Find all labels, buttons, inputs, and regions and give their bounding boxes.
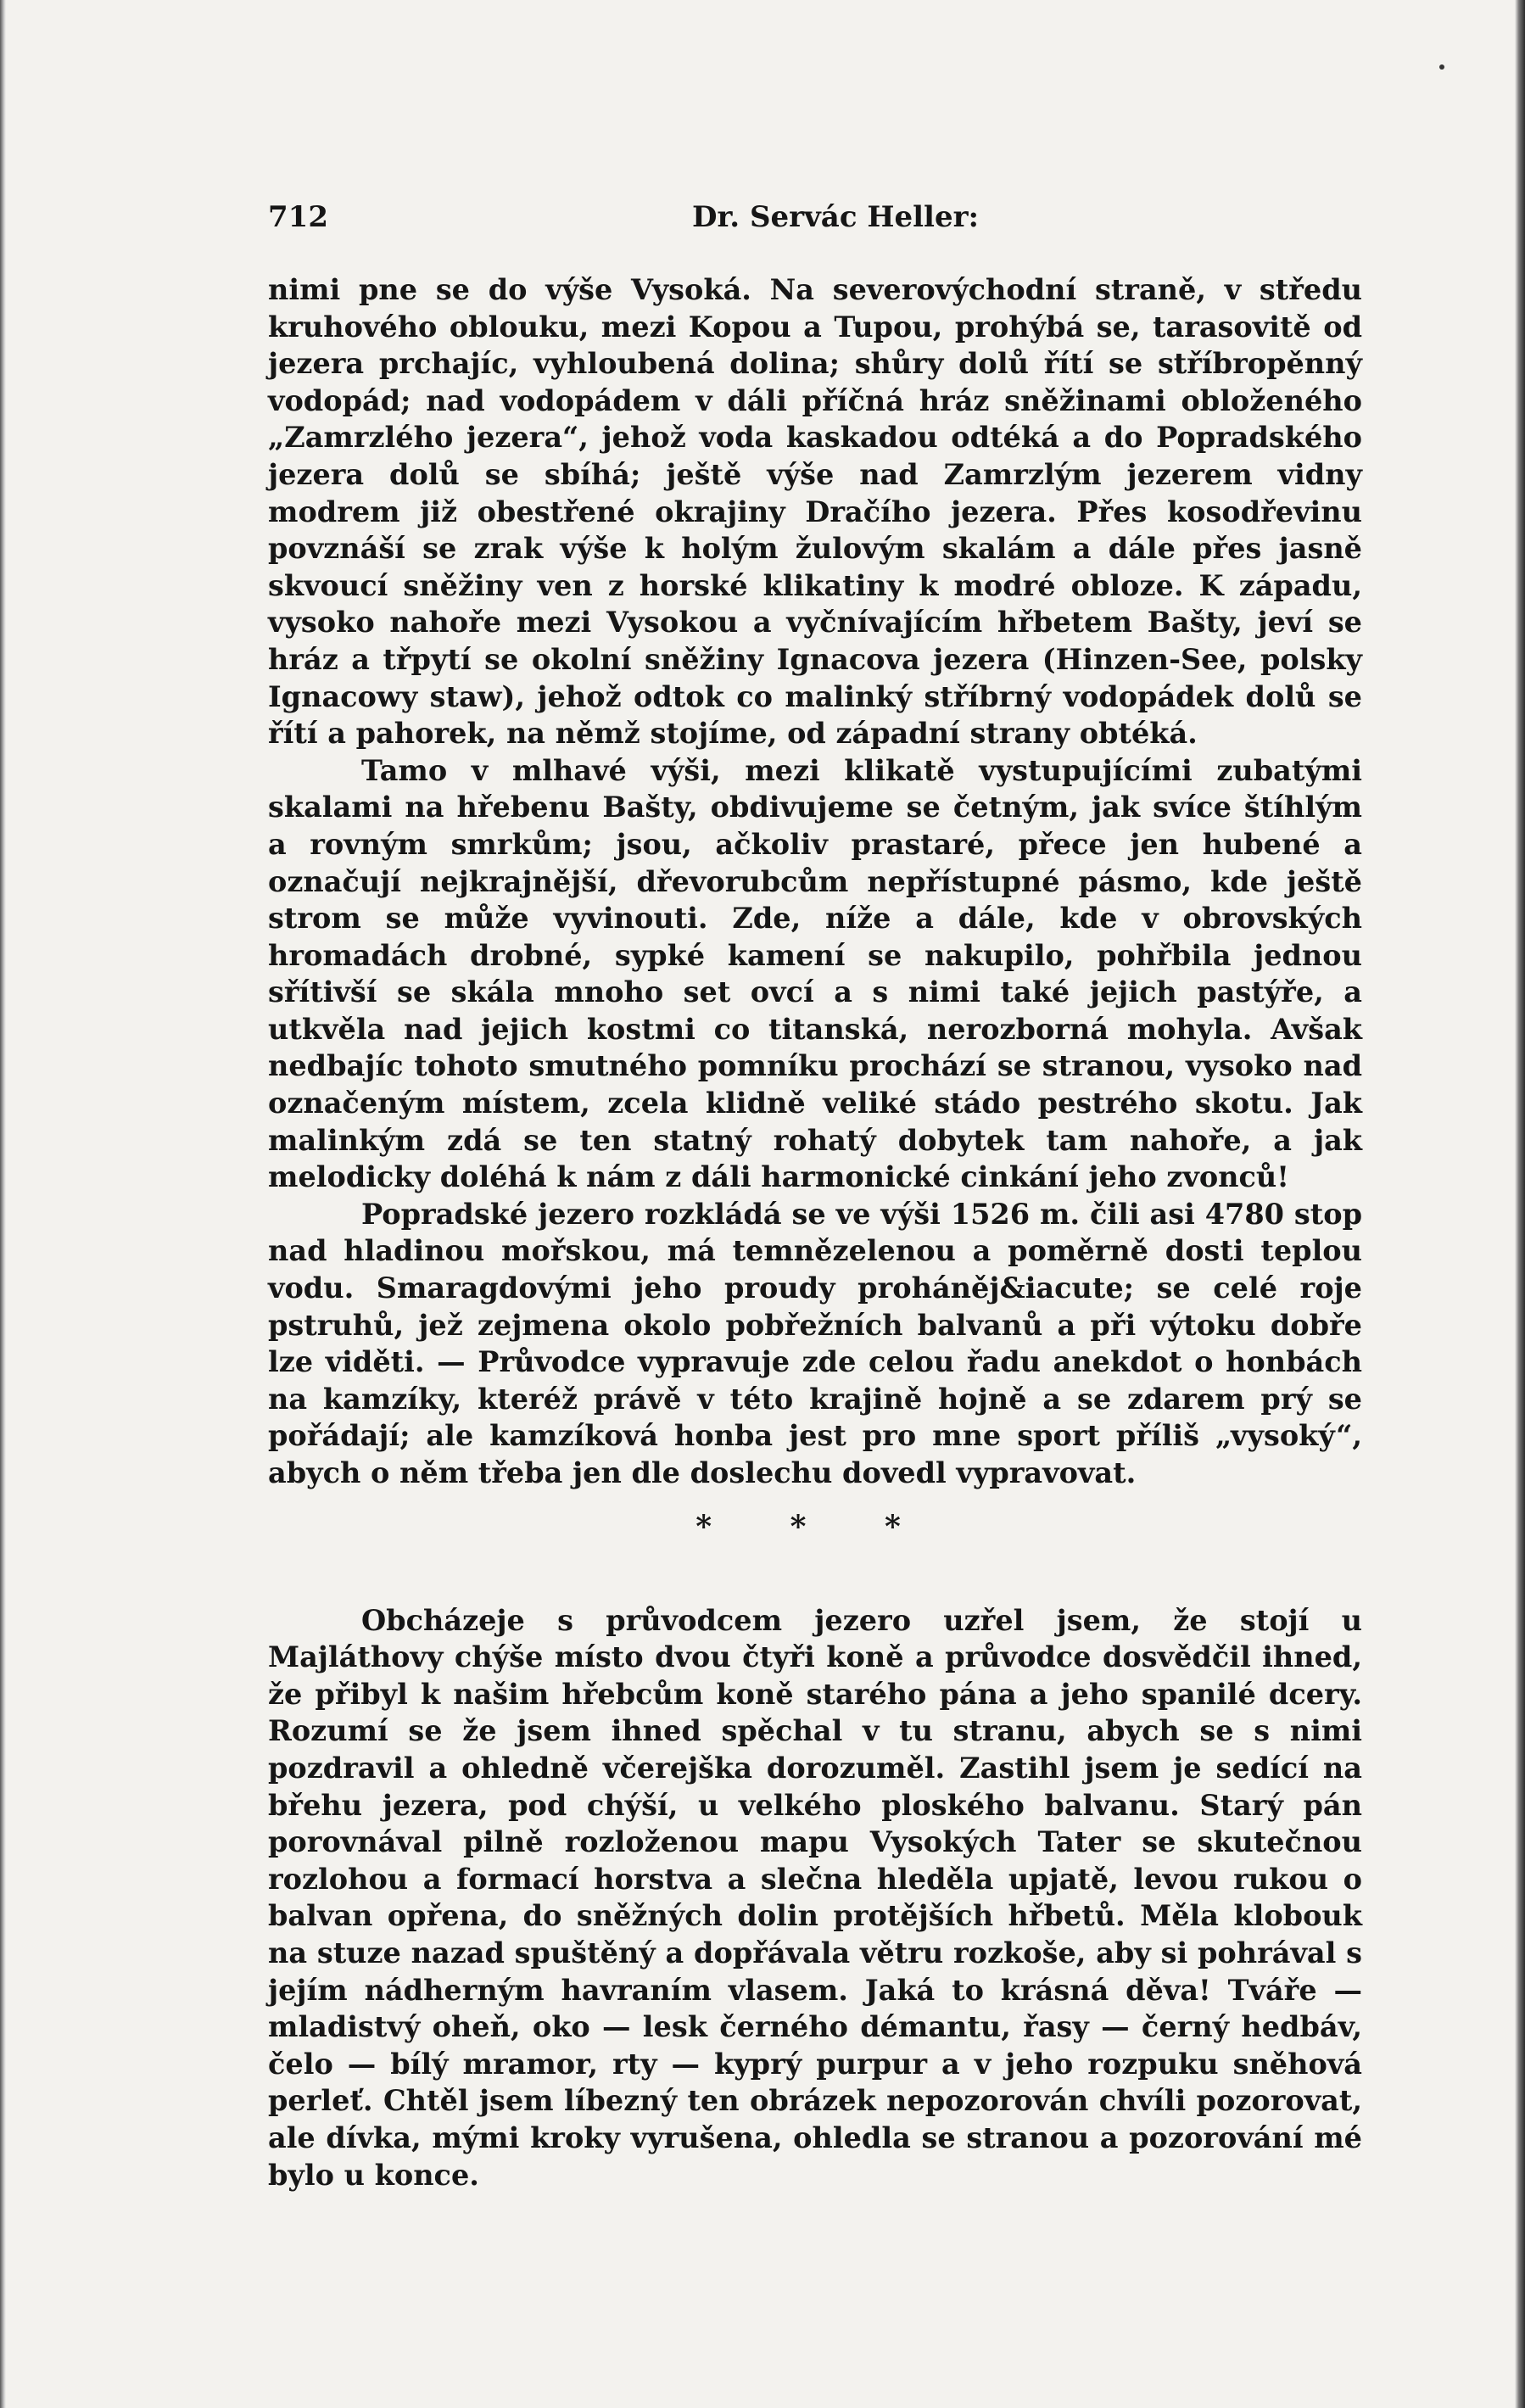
spacer bbox=[268, 1585, 1362, 1602]
paragraph-3: Popradské jezero rozkládá se ve výši 1526 m. čili asi 4780 stop nad hladinou mořskou, má temnězelenou a poměrně dosti teplou vodu. Smaragdovými jeho proudy proháněj&iacute; se celé roje pstruhů, jež zejmena okolo pobřežních balvanů a při výtoku dobře lze viděti. — Průvodce vypravuje zde celou řadu anekdot o honbách na kamzíky, kteréž právě v této krajině hojně a se zdarem prý se pořádají; ale kamzíková honba jest pro mne sport příliš „vysoký“, abych o něm třeba jen dle doslechu dovedl vypravovat. bbox=[268, 1197, 1362, 1489]
paragraph-2: Tamo v mlhavé výši, mezi klikatě vystupujícími zubatými skalami na hřebenu Bašty, obdivujeme se četným, jak svíce štíhlým a rovným smrkům; jsou, ačkoliv prastaré, přece jen hubené a označují nejkrajnější, dřevorubcům nepřístupné pásmo, kde ještě strom se může vyvinouti. Zde, níže a dále, kde v obrovských hromadách drobné, sypké kamení se nakupilo, pohřbila jednou sřítivší se skála mnoho set ovcí a s nimi také jejich pastýře, a utkvěla nad jejich kostmi co titanská, nerozborná mohyla. Avšak nedbajíc tohoto smutného pomníku prochází se stranou, vysoko nad označeným místem, zcela klidně veliké stádo pestrého skotu. Jak malinkým zdá se ten statný rohatý dobytek tam nahoře, a jak melodicky doléhá k nám z dáli harmonické cinkání jeho zvonců! bbox=[268, 753, 1362, 1194]
section-break bbox=[268, 1492, 1362, 1585]
paragraph-1: nimi pne se do výše Vysoká. Na severovýchodní straně, v středu kruhového oblouku, mezi Kopou a Tupou, prohýbá se, tarasovitě od jezera prchajíc, vyhloubená dolina; shůry dolů řítí se stříbropěnný vodopád; nad vodopádem v dáli příčná hráz sněžinami obloženého „Zamrzlého jezera“, jehož voda kaskadou odtéká a do Popradského jezera dolů se sbíhá; ještě výše nad Zamrzlým jezerem vidny modrem již obestřené okrajiny Dračího jezera. Přes kosodřevinu povznáší se zrak výše k holým žulovým skalám a dále přes jasně skvoucí sněžiny ven z horské klikatiny k modré obloze. K západu, vysoko nahoře mezi Vysokou a vyčnívajícím hřbetem Bašty, jeví se hráz a třpytí se okolní sněžiny Ignacova jezera (Hinzen-See, polsky Ignacowy staw), jehož odtok co malinký stříbrný vodopádek dolů se řítí a pahorek, na němž stojíme, od západní strany obtéká. bbox=[268, 273, 1362, 751]
section-break-asterisks: * * * bbox=[695, 1508, 935, 1545]
paragraph-4: Obcházeje s průvodcem jezero uzřel jsem, že stojí u Majláthovy chýše místo dvou čtyři koně a průvodce dosvědčil ihned, že přibyl k našim hřebcům koně starého pána a jeho spanilé dcery. Rozumí se že jsem ihned spěchal v tu stranu, abych se s nimi pozdravil a ohledně včerejška dorozuměl. Zastihl jsem je sedící na břehu jezera, pod chýší, u velkého ploského balvanu. Starý pán porovnával pilně rozloženou mapu Vysokých Tater se skutečnou rozlohou a formací horstva a slečna hleděla upjatě, levou rukou o balvan opřena, do sněžných dolin protějších hřbetů. Měla klobouk na stuze nazad spuštěný a dopřávala větru rozkoše, aby si pohrával s jejím nádherným havraním vlasem. Jaká to krásná děva! Tváře — mladistvý oheň, oko — lesk černého démantu, řasy — černý hedbáv, čelo — bílý mramor, rty — kyprý purpur a v jeho rozpuku sněhová perleť. Chtěl jsem líbezný ten obrázek nepozorován chvíli pozorovat, ale dívka, mými kroky vyrušena, ohledla se stranou a pozorování mé bylo u konce. bbox=[268, 1603, 1362, 2192]
running-head bbox=[268, 192, 1362, 243]
text-body bbox=[268, 271, 1362, 2193]
scan-edge-left bbox=[0, 0, 6, 2408]
running-title: Dr. Servác Heller: bbox=[692, 200, 980, 234]
scan-edge-right bbox=[1515, 0, 1525, 2408]
scan-speck bbox=[1439, 64, 1444, 70]
page-number: 712 bbox=[268, 200, 328, 234]
